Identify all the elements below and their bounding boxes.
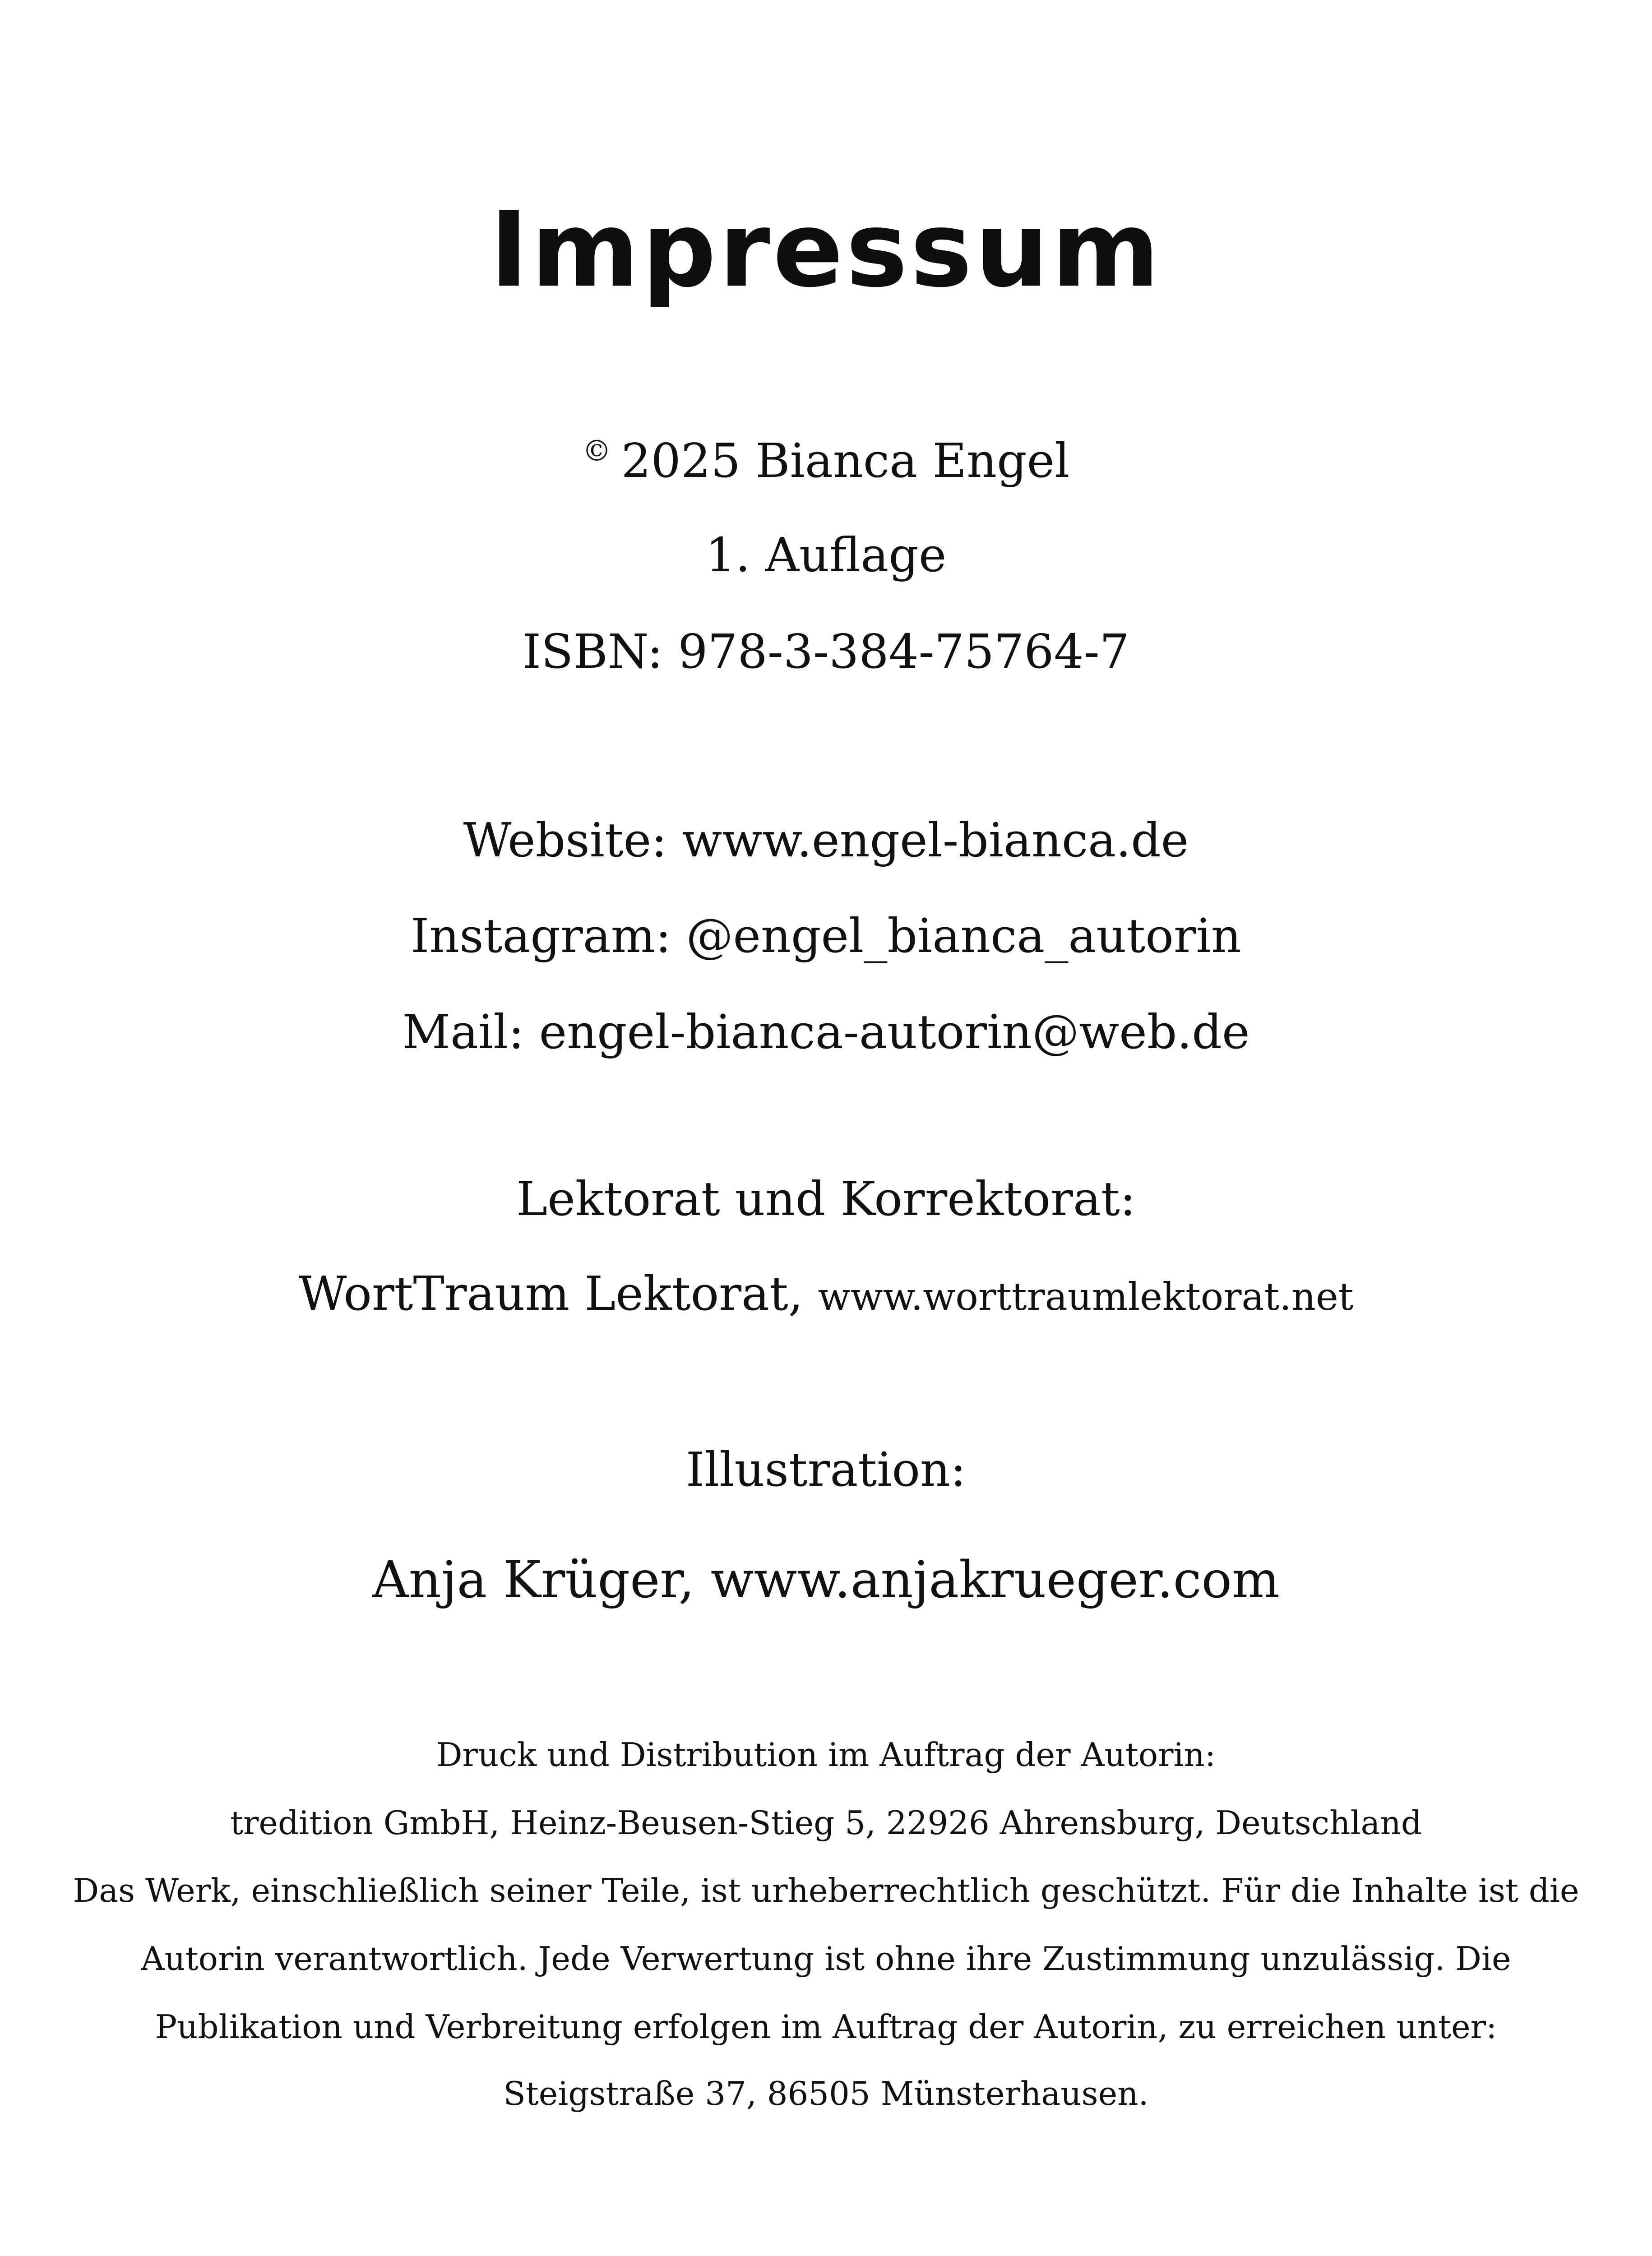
page-title: Impressum — [490, 190, 1162, 310]
copyright-symbol: © — [582, 435, 611, 468]
editing-name: WortTraum Lektorat, — [298, 1266, 803, 1321]
instagram-line: Instagram: @engel_bianca_autorin — [411, 908, 1241, 963]
legal-line-4: Steigstraße 37, 86505 Münsterhausen. — [503, 2075, 1149, 2113]
print-line-2: tredition GmbH, Heinz-Beusen-Stieg 5, 22926 Ahrensburg, Deutschland — [230, 1804, 1422, 1842]
legal-line-2: Autorin verantwortlich. Jede Verwertung ist ohne ihre Zustimmung unzulässig. Die — [141, 1940, 1511, 1978]
illustration-heading: Illustration: — [685, 1442, 967, 1497]
copyright-line — [0, 433, 1652, 488]
editing-heading: Lektorat und Korrektorat: — [516, 1171, 1136, 1226]
mail-line: Mail: engel-bianca-autorin@web.de — [402, 1004, 1250, 1059]
edition-line: 1. Auflage — [705, 527, 947, 582]
editing-url: www.worttraumlektorat.net — [818, 1275, 1354, 1319]
editing-credit — [0, 1266, 1652, 1321]
copyright-text: 2025 Bianca Engel — [621, 433, 1070, 488]
print-line-1: Druck und Distribution im Auftrag der Autorin: — [436, 1736, 1216, 1774]
isbn-line: ISBN: 978-3-384-75764-7 — [523, 624, 1129, 679]
illustration-credit: Anja Krüger, www.anjakrueger.com — [372, 1551, 1280, 1609]
website-line: Website: www.engel-bianca.de — [463, 813, 1189, 868]
legal-line-3: Publikation und Verbreitung erfolgen im Auftrag der Autorin, zu erreichen unter: — [155, 2008, 1497, 2046]
legal-line-1: Das Werk, einschließlich seiner Teile, ist urheberrechtlich geschützt. Für die Inhalte ist die — [73, 1872, 1579, 1909]
